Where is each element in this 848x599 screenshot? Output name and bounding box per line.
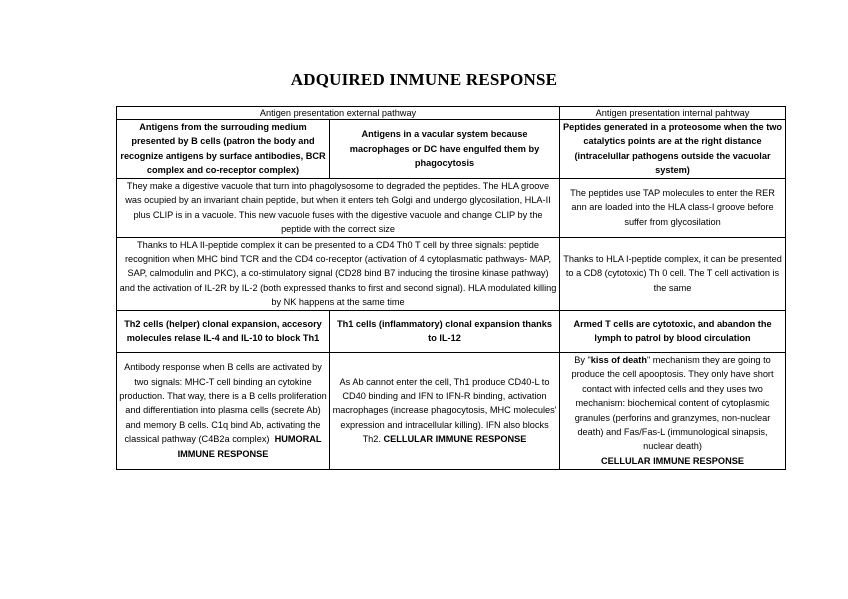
cellular-label: CELLULAR IMMUNE RESPONSE <box>383 434 527 445</box>
humoral-label: HUMORAL IMMUNE RESPONSE <box>177 434 322 459</box>
cell-th1-expansion: Th1 cells (inflammatory) clonal expansion thanks to IL-12 <box>330 310 560 352</box>
cell-macrophage-antigens: Antigens in a vacular system because macrophages or DC have engulfed them by phagocytosis <box>330 120 560 179</box>
cell-b-cells-antigens: Antigens from the surrouding medium presented by B cells (patron the body and recognize antigens by surface antibodies, BCR complex and co-receptor complex) <box>117 120 330 179</box>
cell-hla-i-presentation: Thanks to HLA I-peptide complex, it can be presented to a CD8 (cytotoxic) Th 0 cell. The T cell activation is the same <box>560 237 786 310</box>
th1-text: As Ab cannot enter the cell, Th1 produce CD40-L to CD40 binding and IFN to IFN-R binding, activation macrophages (increase phagocytosis, MHC molecules' expression and intracellular killing). IFN also blocks Th2. <box>332 376 557 445</box>
cell-humoral-response <box>117 352 330 469</box>
table-row <box>117 352 786 469</box>
table-row <box>117 120 786 179</box>
table-row <box>117 107 786 120</box>
page-title: ADQUIRED INMUNE RESPONSE <box>290 70 558 89</box>
header-external-pathway: Antigen presentation external pathway <box>117 107 560 120</box>
table-row <box>117 237 786 310</box>
immune-response-table <box>116 106 786 470</box>
kiss-text: " mechanism they are going to produce the cell apooptosis. They only have short contact with infected cells and they uses two mechanism: biochemical content of cytoplasmic granules (perforins and granzymes, non-nuclear death) and Fas/Fas-L (immunological sinapsis, nuclear death) <box>571 355 774 452</box>
kiss-of-death-label: kiss of death <box>590 355 647 366</box>
table-row <box>117 310 786 352</box>
cell-kiss-of-death <box>560 352 786 469</box>
kiss-prefix: By " <box>574 355 591 366</box>
cell-digestive-vacuole: They make a digestive vacuole that turn into phagolysosome to degraded the peptides. The HLA groove was ocupied by an invariant chain peptide, but when it enters teh Golgi and undergo glycosilation, HLA-II plus CLIP is in a vacuole. This new vacuole fuses with the digestive vacuole and change CLIP by the peptide with the correct size <box>117 178 560 237</box>
cell-tap-molecules: The peptides use TAP molecules to enter the RER ann are loaded into the HLA class-I groove before suffer from glycosilation <box>560 178 786 237</box>
cell-armed-t-cells: Armed T cells are cytotoxic, and abandon the lymph to patrol by blood circulation <box>560 310 786 352</box>
cell-th1-cellular-response <box>330 352 560 469</box>
cellular-label-final: CELLULAR IMMUNE RESPONSE <box>601 455 744 466</box>
table-row <box>117 178 786 237</box>
cell-th2-expansion: Th2 cells (helper) clonal expansion, accesory molecules relase IL-4 and IL-10 to block Th1 <box>117 310 330 352</box>
cell-proteosome-peptides: Peptides generated in a proteosome when the two catalytics points are at the right distance (intracelullar pathogens outside the vacuolar system) <box>560 120 786 179</box>
header-internal-pathway: Antigen presentation internal pahtway <box>560 107 786 120</box>
cell-hla-ii-presentation: Thanks to HLA II-peptide complex it can be presented to a CD4 Th0 T cell by three signals: peptide recognition when MHC bind TCR and the CD4 co-receptor (activation of 4 cytoplasmatic pathways- MAP, SAP, calmodulin and PKC), a co-stimulatory signal (CD28 bind B7 inducing the tirosine kinase pathway) and the activation of IL-2R by IL-2 (both expressed thanks to first and second signal). HLA modulated killing by NK happens at the same time <box>117 237 560 310</box>
antibody-text: Antibody response when B cells are activated by two signals: MHC-T cell binding an cytokine production. That way, there is a B cells proliferation and differentiation into plasma cells (secrete Ab) and memory B cells. C1q bind Ab, activating the classical pathway (C4B2a complex) <box>119 362 327 445</box>
